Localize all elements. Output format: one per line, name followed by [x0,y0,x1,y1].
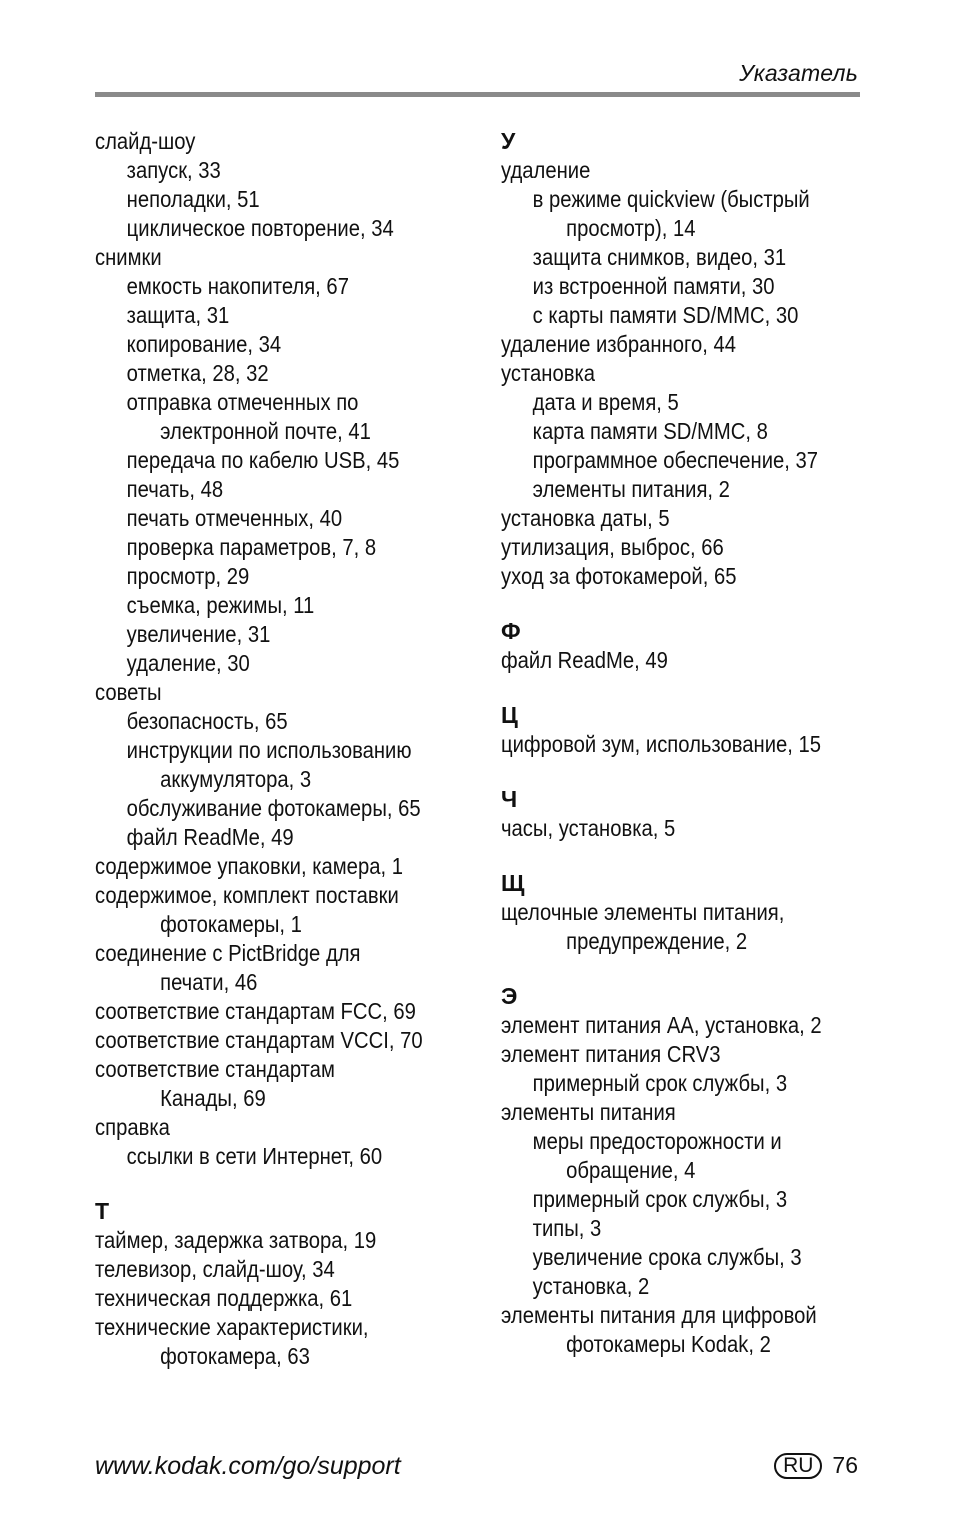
page-number: 76 [832,1452,858,1478]
index-entry-continuation: фотокамеры Kodak, 2 [566,1331,771,1357]
index-entry: удаление избранного, 44 [501,331,736,357]
index-entry: утилизация, выброс, 66 [501,534,724,560]
index-subentry: удаление, 30 [126,650,250,676]
index-entry: элемент питания AA, установка, 2 [501,1012,822,1038]
index-subentry: съемка, режимы, 11 [126,592,315,618]
index-entry: технические характеристики, [95,1314,369,1340]
index-subentry: программное обеспечение, 37 [532,447,819,473]
index-entry: таймер, задержка затвора, 19 [95,1227,377,1253]
index-subentry: типы, 3 [532,1215,602,1241]
index-column-right [501,127,881,1359]
index-subentry: примерный срок службы, 3 [532,1070,788,1096]
index-subentry: передача по кабелю USB, 45 [126,447,400,473]
index-entry: часы, установка, 5 [501,815,676,841]
index-subentry: карта памяти SD/MMC, 8 [532,418,768,444]
index-subentry: увеличение, 31 [126,621,271,647]
index-entry-continuation: обращение, 4 [566,1157,696,1183]
index-subentry: защита, 31 [126,302,230,328]
index-entry: соединение с PictBridge для [95,940,361,966]
index-entry: техническая поддержка, 61 [95,1285,353,1311]
index-entry-continuation: печати, 46 [160,969,258,995]
index-entry-continuation: Канады, 69 [160,1085,266,1111]
index-entry: установка даты, 5 [501,505,670,531]
index-subentry: печать отмеченных, 40 [126,505,343,531]
index-section-letter: Ф [501,618,521,644]
index-entry: файл ReadMe, 49 [501,647,668,673]
index-section-letter: Т [95,1198,110,1224]
page-header-title: Указатель [739,60,858,86]
footer-support-url[interactable]: www.kodak.com/go/support [95,1452,401,1480]
index-entry: слайд-шоу [95,128,196,154]
index-subentry: инструкции по использованию [126,737,412,763]
index-subentry: из встроенной памяти, 30 [532,273,775,299]
index-entry: элементы питания для цифровой [501,1302,817,1328]
index-entry: элемент питания CRV3 [501,1041,721,1067]
index-section-letter: Э [501,983,518,1009]
index-subentry: печать, 48 [126,476,224,502]
index-entry: щелочные элементы питания, [501,899,785,925]
index-subentry: с карты памяти SD/MMC, 30 [532,302,799,328]
index-subentry: файл ReadMe, 49 [126,824,294,850]
index-entry-continuation: просмотр), 14 [566,215,696,241]
index-section-letter: У [501,128,516,154]
index-entry: советы [95,679,162,705]
index-subentry: установка, 2 [532,1273,650,1299]
index-section-letter: Ц [501,702,518,728]
language-badge: RU [774,1453,822,1479]
index-entry: установка [501,360,596,386]
index-subentry: элементы питания, 2 [532,476,730,502]
index-subentry: запуск, 33 [126,157,221,183]
index-entry: элементы питания [501,1099,676,1125]
index-subentry: в режиме quickview (быстрый [532,186,810,212]
index-entry: снимки [95,244,162,270]
index-entry: телевизор, слайд-шоу, 34 [95,1256,335,1282]
index-subentry: проверка параметров, 7, 8 [126,534,377,560]
index-entry-continuation: фотокамера, 63 [160,1343,310,1369]
index-entry-continuation: фотокамеры, 1 [160,911,302,937]
index-subentry: циклическое повторение, 34 [126,215,394,241]
index-subentry: увеличение срока службы, 3 [532,1244,802,1270]
index-subentry: копирование, 34 [126,331,282,357]
index-subentry: ссылки в сети Интернет, 60 [126,1143,383,1169]
index-subentry: неполадки, 51 [126,186,260,212]
index-entry: содержимое, комплект поставки [95,882,399,908]
index-subentry: отметка, 28, 32 [126,360,269,386]
index-entry: содержимое упаковки, камера, 1 [95,853,403,879]
index-subentry: отправка отмеченных по [126,389,359,415]
index-entry-continuation: аккумулятора, 3 [160,766,312,792]
index-entry: удаление [501,157,591,183]
index-subentry: защита снимков, видео, 31 [532,244,787,270]
index-entry: соответствие стандартам FCC, 69 [95,998,416,1024]
header-divider [95,92,860,97]
index-section-letter: Ч [501,786,518,812]
index-subentry: емкость накопителя, 67 [126,273,349,299]
index-subentry: безопасность, 65 [126,708,288,734]
index-subentry: примерный срок службы, 3 [532,1186,788,1212]
index-subentry: обслуживание фотокамеры, 65 [126,795,421,821]
index-entry: соответствие стандартам VCCI, 70 [95,1027,423,1053]
index-subentry: просмотр, 29 [126,563,250,589]
index-entry: уход за фотокамерой, 65 [501,563,737,589]
index-subentry: меры предосторожности и [532,1128,782,1154]
index-entry-continuation: электронной почте, 41 [160,418,371,444]
index-entry: цифровой зум, использование, 15 [501,731,822,757]
index-section-letter: Щ [501,870,525,896]
index-column-left [95,127,475,1371]
index-subentry: дата и время, 5 [532,389,679,415]
footer-page-info [774,1452,858,1479]
index-entry-continuation: предупреждение, 2 [566,928,748,954]
index-entry: соответствие стандартам [95,1056,335,1082]
index-entry: справка [95,1114,170,1140]
